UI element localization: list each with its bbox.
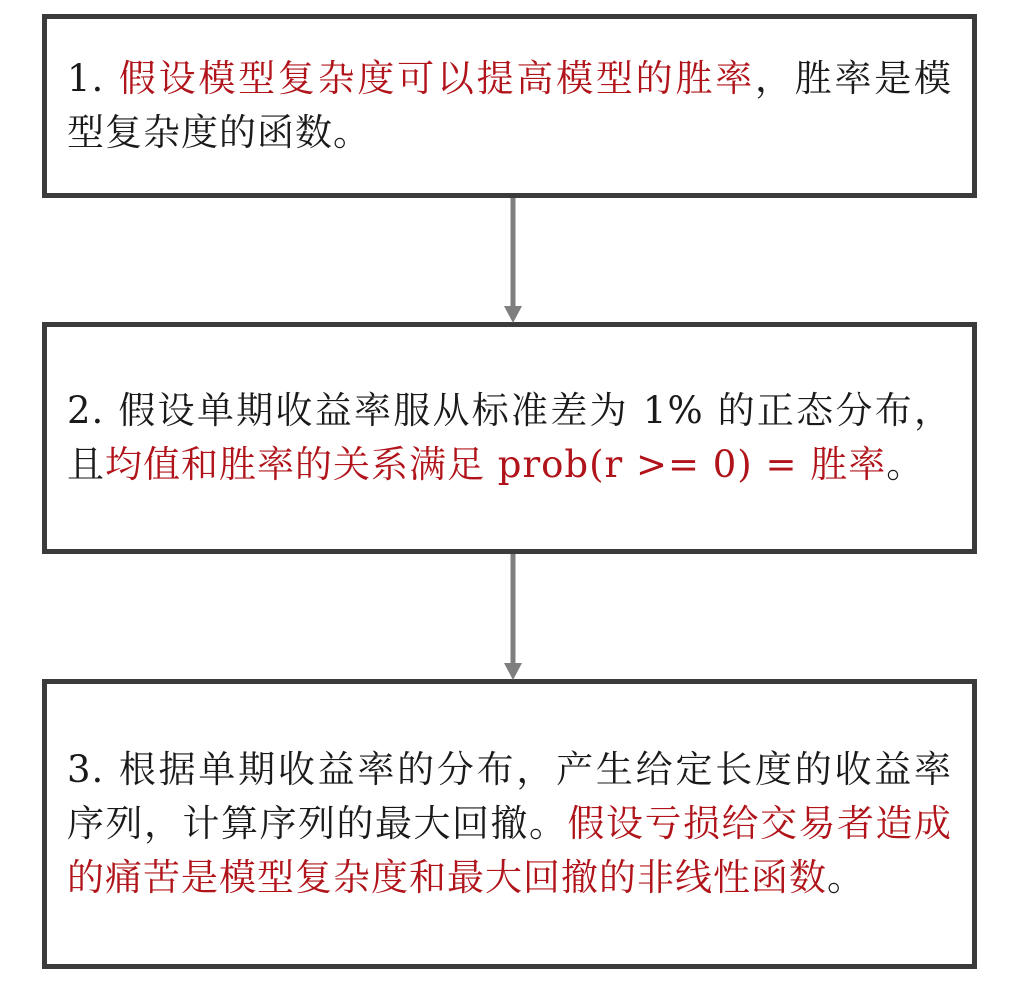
arrow-2-to-3 (504, 554, 522, 680)
step-2-segment: 均值和胜率的关系满足 prob(r >= 0) = 胜率 (105, 443, 887, 486)
step-3-segment: 。 (827, 856, 865, 899)
arrow-head (504, 306, 522, 323)
arrow-head (504, 663, 522, 680)
step-1-segment: 假设模型复杂度可以提高模型的胜率 (118, 57, 755, 100)
step-3-segment: 3. 根据单期收益率的分布，产生给定长度的收益率序列，计算序列的最大回撤。 (67, 748, 952, 845)
step-2-segment: 2. 假设单期收益率服从标准差为 1% 的正态分布，且 (67, 389, 952, 486)
step-1-segment: ，胜率是模型复杂度的函数。 (67, 57, 953, 154)
step-2-segment: 。 (886, 443, 925, 486)
step-1-segment: 1. (67, 57, 119, 100)
step-3-segment: 假设亏损给交易者造成的痛苦是模型复杂度和最大回撤的非线性函数 (67, 802, 952, 899)
arrow-1-to-2 (504, 198, 522, 323)
